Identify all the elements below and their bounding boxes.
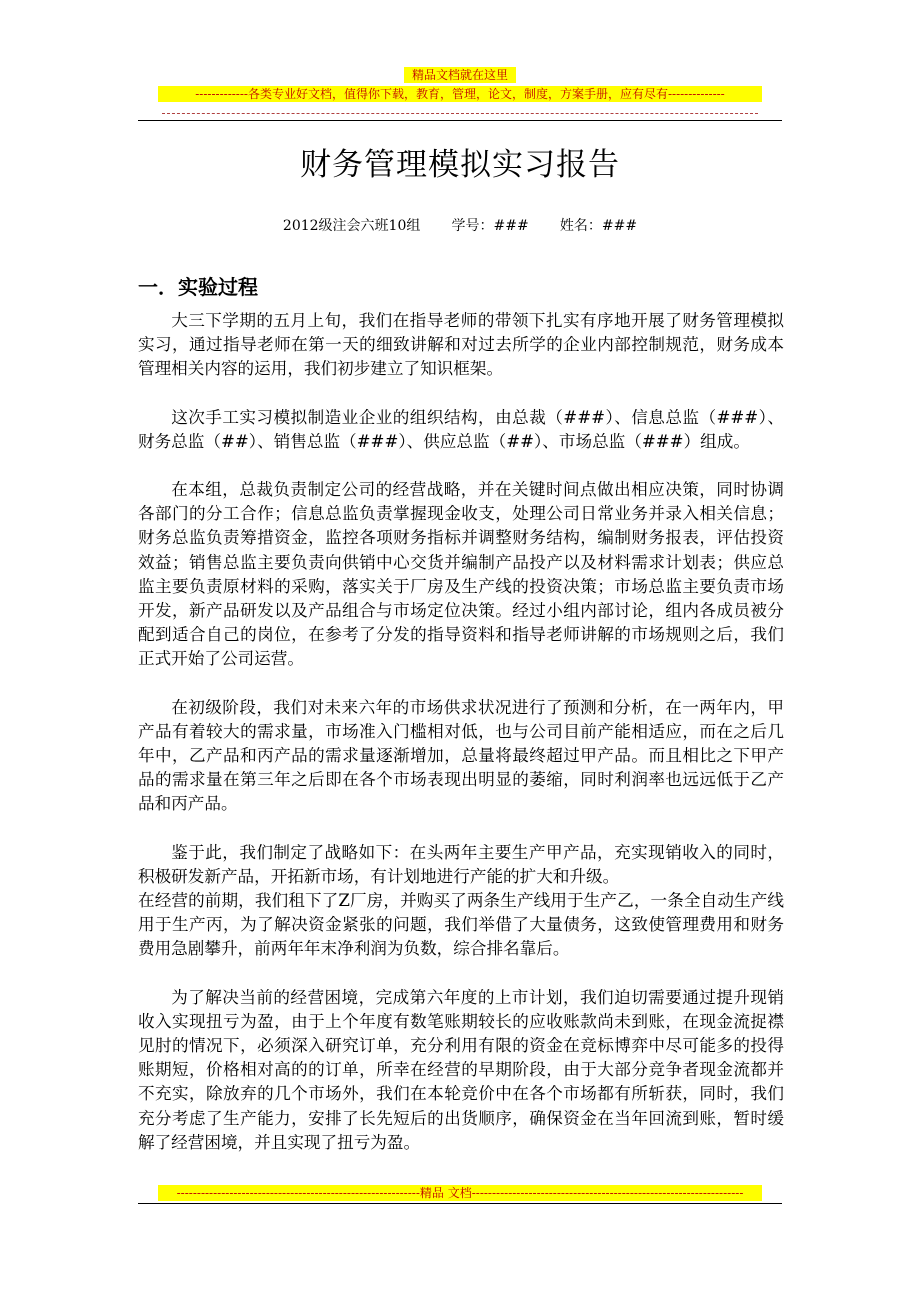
header-dashed-divider xyxy=(162,103,758,114)
paragraph: 这次手工实习模拟制造业企业的组织结构，由总裁（###）、信息总监（###）、财务总监（##）、销售总监（###）、供应总监（##）、市场总监（###）组成。 xyxy=(138,407,784,451)
paragraph: 在本组，总裁负责制定公司的经营战略，并在关键时间点做出相应决策，同时协调各部门的分工合作；信息总监负责掌握现金收支，处理公司日常业务并录入相关信息；财务总监负责筹措资金，监控各项财务指标并调整财务结构，编制财务报表，评估投资效益；销售总监主要负责向供销中心交货并编制产品投产以及材料需求计划表；供应总监主要负责原材料的采购，落实关于厂房及生产线的投资决策；市场总监主要负责市场开发，新产品研发以及产品组合与市场定位决策。经过小组内部讨论，组内各成员被分配到适合自己的岗位，在参考了分发的指导资料和指导老师讲解的市场规则之后，我们正式开始了公司运营。 xyxy=(138,480,784,669)
header-rule xyxy=(138,120,782,121)
header-top-label: 精品文档就在这里 xyxy=(404,67,516,83)
body-text xyxy=(138,309,784,1179)
paragraph: 鉴于此，我们制定了战略如下：在头两年主要生产甲产品，充实现销收入的同时，积极研发新产品，开拓新市场，有计划地进行产能的扩大和升级。 xyxy=(138,842,784,886)
document-title: 财务管理模拟实习报告 xyxy=(300,147,620,183)
footer-banner: ------------------------------------------------------------精品 文档------------------------------------------------------------------- xyxy=(158,1185,762,1201)
header-banner: -------------各类专业好文档，值得你下载，教育，管理，论文，制度，方案手册，应有尽有-------------- xyxy=(158,86,762,102)
paragraph: 大三下学期的五月上旬，我们在指导老师的带领下扎实有序地开展了财务管理模拟实习，通过指导老师在第一天的细致讲解和对过去所学的企业内部控制规范，财务成本管理相关内容的运用，我们初步建立了知识框架。 xyxy=(138,311,784,379)
footer-rule xyxy=(138,1203,782,1204)
section-heading: 一．实验过程 xyxy=(138,275,258,299)
paragraph: 在初级阶段，我们对未来六年的市场供求状况进行了预测和分析，在一两年内，甲产品有着较大的需求量，市场准入门槛相对低，也与公司目前产能相适应，而在之后几年中，乙产品和丙产品的需求量逐渐增加，总量将最终超过甲产品。而且相比之下甲产品的需求量在第三年之后即在各个市场表现出明显的萎缩，同时利润率也远远低于乙产品和丙产品。 xyxy=(138,697,784,814)
author-meta-line: 2012级注会六班10组 学号：### 姓名：### xyxy=(282,218,638,234)
paragraph: 为了解决当前的经营困境，完成第六年度的上市计划，我们迫切需要通过提升现销收入实现扭亏为盈，由于上个年度有数笔账期较长的应收账款尚未到账，在现金流捉襟见肘的情况下，必须深入研究订单，充分利用有限的资金在竞标博弈中尽可能多的投得账期短，价格相对高的的订单，所幸在经营的早期阶段，由于大部分竞争者现金流都并不充实，除放弃的几个市场外，我们在本轮竞价中在各个市场都有所斩获，同时，我们充分考虑了生产能力，安排了长先短后的出货顺序，确保资金在当年回流到账，暂时缓解了经营困境，并且实现了扭亏为盈。 xyxy=(138,987,784,1152)
paragraph: 在经营的前期，我们租下了Z厂房，并购买了两条生产线用于生产乙，一条全自动生产线用于生产丙，为了解决资金紧张的问题，我们举借了大量债务，这致使管理费用和财务费用急剧攀升，前两年年末净利润为负数，综合排名靠后。 xyxy=(138,891,784,959)
